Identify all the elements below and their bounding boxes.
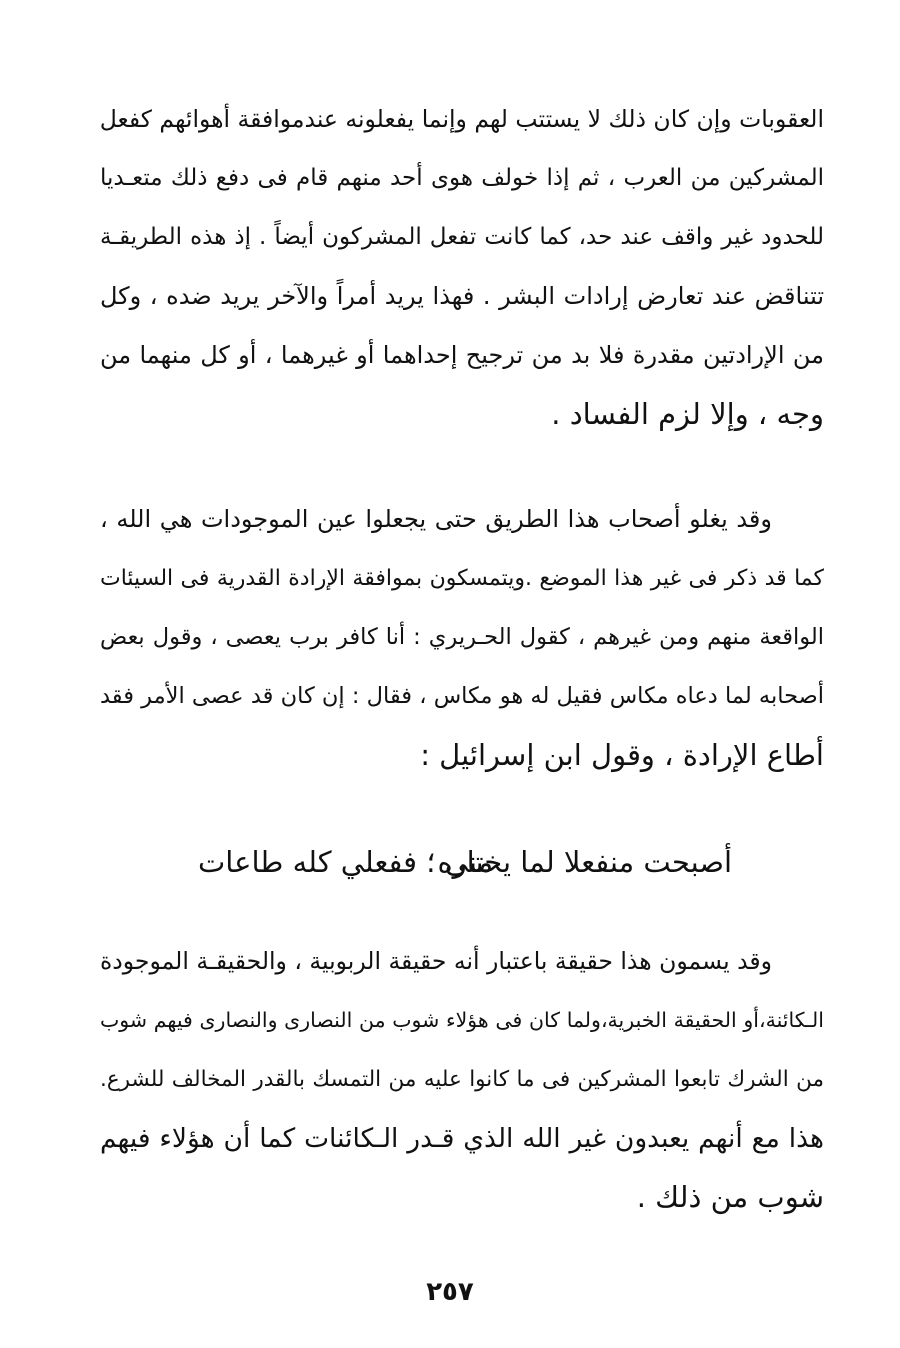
text-line: الـكائنة،أو الحقيقة الخبرية،ولما كان فى هؤلاء شوب من النصارى والنصارى فيهم شوب	[100, 1008, 824, 1032]
poetry-verse	[100, 832, 824, 892]
text-line: وقد يغلو أصحاب هذا الطريق حتى يجعلوا عين الموجودات هي الله ،	[100, 505, 772, 533]
verse-first-hemistich: أصبحت منفعلا لما يختاره	[437, 845, 732, 879]
paragraph-3	[100, 932, 824, 1227]
text-line: هذا مع أنهم يعبدون غير الله الذي قـدر الـكائنات كما أن هؤلاء فيهم	[100, 1123, 824, 1154]
text-line: كما قد ذكر فى غير هذا الموضع .ويتمسكون بموافقة الإرادة القدرية فى السيئات	[100, 566, 824, 591]
page-number: ٢٥٧	[426, 1277, 474, 1307]
text-line: أصحابه لما دعاه مكاس فقيل له هو مكاس ، فقال : إن كان قد عصى الأمر فقد	[100, 683, 824, 709]
text-line: من الإرادتين مقدرة فلا بد من ترجيح إحداهما أو غيرهما ، أو كل منهما من	[100, 341, 824, 369]
text-line: وقد يسمون هذا حقيقة باعتبار أنه حقيقة الربوبية ، والحقيقـة الموجودة	[100, 947, 772, 975]
text-line: الواقعة منهم ومن غيرهم ، كقول الحـريري : أنا كافر برب يعصى ، وقول بعض	[100, 624, 824, 650]
text-line: للحدود غير واقف عند حد، كما كانت تفعل المشركون أيضاً . إذ هذه الطريقـة	[100, 224, 824, 250]
text-line: أطاع الإرادة ، وقول ابن إسرائيل :	[420, 738, 824, 772]
paragraph-2	[100, 490, 824, 785]
text-line: المشركين من العرب ، ثم إذا خولف هوى أحد منهم قام فى دفع ذلك متعـديا	[100, 165, 824, 191]
text-line: تتناقض عند تعارض إرادات البشر . فهذا يريد أمراً والآخر يريد ضده ، وكل	[100, 282, 824, 310]
text-line: وجه ، وإلا لزم الفساد .	[551, 397, 824, 431]
text-line: العقوبات وإن كان ذلك لا يستتب لهم وإنما يفعلونه عندموافقة أهوائهم كفعل	[100, 105, 824, 133]
text-line: شوب من ذلك .	[636, 1180, 824, 1214]
paragraph-1	[100, 90, 824, 444]
text-line: من الشرك تابعوا المشركين فى ما كانوا عليه من التمسك بالقدر المخالف للشرع.	[100, 1067, 824, 1092]
verse-second-hemistich: منى ؛ ففعلي كله طاعات	[198, 845, 494, 879]
